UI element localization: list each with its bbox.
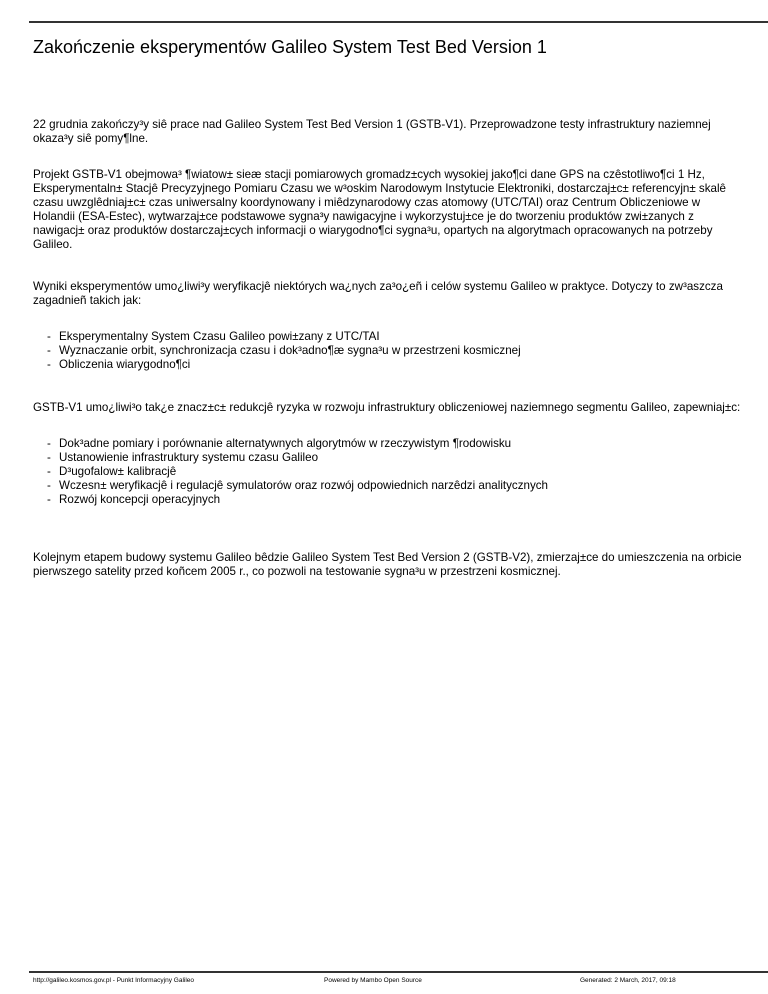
footer-site-url: http://galileo.kosmos.gov.pl - Punkt Informacyjny Galileo: [33, 977, 195, 984]
list-item-text: Ustanowienie infrastruktury systemu czasu Galileo: [59, 451, 319, 464]
list-item-text: D³ugofalow± kalibracjê: [59, 465, 177, 478]
list-dash: -: [47, 479, 51, 492]
paragraph-next-stage: Kolejnym etapem budowy systemu Galileo bêdzie Galileo System Test Bed Version 2 (GSTB-V2), zmierzaj±ce do umieszczenia na orbicie pierwszego satelity przed koñcem 2005 r., co pozwoli na testowanie sygna³u w przestrzeni kosmicznej.: [33, 551, 742, 578]
topics-list: [33, 330, 743, 372]
list-item: [33, 465, 743, 479]
list-item: [33, 451, 743, 465]
list-item: [33, 358, 743, 372]
paragraph-results: Wyniki eksperymentów umo¿liwi³y weryfikacjê niektórych wa¿nych za³o¿eñ i celów systemu Galileo w praktyce. Dotyczy to zw³aszcza zagadnieñ takich jak:: [33, 280, 723, 307]
footer-powered-by: Powered by Mambo Open Source: [324, 977, 422, 984]
list-item: [33, 344, 743, 358]
list-item-text: Obliczenia wiarygodno¶ci: [59, 358, 191, 371]
list-item: [33, 479, 743, 493]
list-dash: -: [47, 451, 51, 464]
list-dash: -: [47, 344, 51, 357]
article-body: [33, 118, 743, 579]
list-dash: -: [47, 465, 51, 478]
list-dash: -: [47, 437, 51, 450]
header-rule: [29, 21, 768, 23]
list-item: [33, 493, 743, 507]
list-item-text: Wyznaczanie orbit, synchronizacja czasu i dok³adno¶æ sygna³u w przestrzeni kosmicznej: [59, 344, 521, 357]
benefits-list: [33, 437, 743, 507]
footer-rule: [29, 971, 768, 973]
list-item-text: Eksperymentalny System Czasu Galileo powi±zany z UTC/TAI: [59, 330, 380, 343]
page-title: Zakończenie eksperymentów Galileo System Test Bed Version 1: [33, 37, 547, 57]
list-dash: -: [47, 493, 51, 506]
list-item-text: Wczesn± weryfikacjê i regulacjê symulatorów oraz rozwój odpowiednich narzêdzi analitycznych: [59, 479, 548, 492]
list-item-text: Rozwój koncepcji operacyjnych: [59, 493, 221, 506]
paragraph-intro: 22 grudnia zakończy³y siê prace nad Galileo System Test Bed Version 1 (GSTB-V1). Przeprowadzone testy infrastruktury naziemnej okaza³y siê pomy¶lne.: [33, 118, 711, 145]
list-item-text: Dok³adne pomiary i porównanie alternatywnych algorytmów w rzeczywistym ¶rodowisku: [59, 437, 512, 450]
paragraph-risk: GSTB-V1 umo¿liwi³o tak¿e znacz±c± redukcjê ryzyka w rozwoju infrastruktury obliczeniowej naziemnego segmentu Galileo, zapewniaj±c:: [33, 401, 741, 414]
list-item: [33, 330, 743, 344]
list-item: [33, 437, 743, 451]
list-dash: -: [47, 330, 51, 343]
paragraph-project: Projekt GSTB-V1 obejmowa³ ¶wiatow± sieæ stacji pomiarowych gromadz±cych wysokiej jako¶ci dane GPS na czêstotliwo¶ci 1 Hz, Eksperymentaln± Stacjê Precyzyjnego Pomiaru Czasu we w³oskim Narodowym Instytucie Elektroniki, dostarczaj±c± referencyjn± skalê czasu uwzglêdniaj±c± czas uniwersalny koordynowany i miêdzynarodowy czas atomowy (UTC/TAI) oraz Centrum Obliczeniowe w Holandii (ESA-Estec), wytwarzaj±ce podstawowe sygna³y nawigacyjne i wykorzystuj±ce je do tworzeniu produktów zwi±zanych z nawigacj± oraz produktów dostarczaj±cych informacji o wiarygodno¶ci sygna³u, opartych na algorytmach opracowanych na potrzeby Galileo.: [33, 168, 726, 251]
footer-generated-date: Generated: 2 March, 2017, 09:18: [580, 977, 676, 984]
list-dash: -: [47, 358, 51, 371]
